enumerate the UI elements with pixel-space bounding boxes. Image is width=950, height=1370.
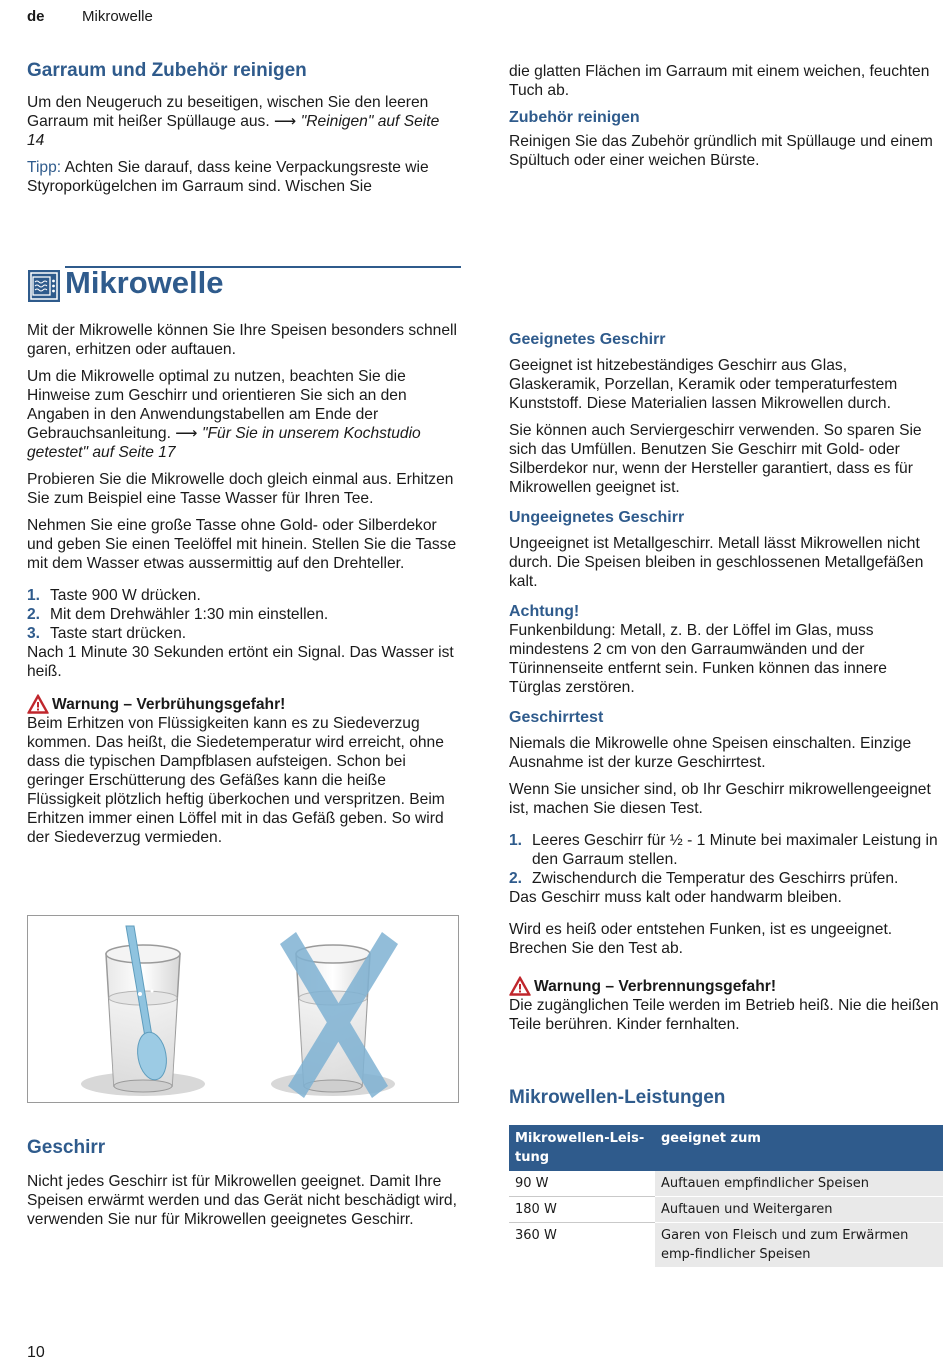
accessory-text: Reinigen Sie das Zubehör gründlich mit Spüllauge und einem Spültuch oder einer weichen Bürste. xyxy=(509,133,933,169)
dishes-text: Nicht jedes Geschirr ist für Mikrowellen geeignet. Damit Ihre Speisen erwärmt werden und das Gerät nicht beschädigt wird, verwenden Sie nur für Mikrowellen geeignetes Geschirr. xyxy=(27,1173,457,1228)
power-cell: 90 W xyxy=(509,1171,655,1197)
accessory-title: Zubehör reinigen xyxy=(509,109,640,126)
spoon-in-glass-figure xyxy=(27,915,459,1103)
tip-paragraph: Tipp: Achten Sie darauf, dass keine Verpackungsreste wie Styroporkügelchen im Garraum sind. Wischen Sie xyxy=(27,159,429,195)
tip-continued: die glatten Flächen im Garraum mit einem weichen, feuchten Tuch ab. xyxy=(509,63,930,99)
unsuitable-text: Ungeeignet ist Metallgeschirr. Metall lässt Mikrowellen nicht durch. Die Speisen bleiben in geschlossenen Metallgefäßen kalt. xyxy=(509,535,924,590)
power-table xyxy=(509,1125,943,1268)
warning-burn-title: Warnung – Verbrennungsgefahr! xyxy=(509,976,941,996)
list-item: 1. Leeres Geschirr für ½ - 1 Minute bei maximaler Leistung in den Garraum stellen. xyxy=(509,832,938,868)
unsuitable-title: Ungeeignetes Geschirr xyxy=(509,509,685,526)
dish-test-intro: Niemals die Mikrowelle ohne Speisen einschalten. Einzige Ausnahme ist der kurze Geschirrtest. xyxy=(509,735,912,771)
warning-triangle-icon xyxy=(27,694,49,714)
microwave-intro: Mit der Mikrowelle können Sie Ihre Speisen besonders schnell garen, erhitzen oder auftauen. xyxy=(27,322,457,358)
warning-triangle-icon xyxy=(509,976,531,996)
attention-title: Achtung! xyxy=(509,603,580,620)
microwave-cup: Nehmen Sie eine große Tasse ohne Gold- oder Silberdekor und geben Sie einen Teelöffel mit hinein. Stellen Sie die Tasse mit dem Wasser etwas aussermittig auf den Drehteller. xyxy=(27,517,457,572)
header-language: de xyxy=(27,8,45,25)
warning-burn-text: Die zugänglichen Teile werden im Betrieb heiß. Nie die heißen Teile berühren. Kinder fernhalten. xyxy=(509,997,939,1033)
cleaning-continued-section xyxy=(509,62,941,170)
header-title: Mikrowelle xyxy=(82,8,153,25)
use-cell: Garen von Fleisch und zum Erwärmen emp-findlicher Speisen xyxy=(655,1223,943,1268)
cleaning-title: Garraum und Zubehör reinigen xyxy=(27,60,307,81)
list-item: 2. Zwischendurch die Temperatur des Geschirrs prüfen. xyxy=(509,870,899,887)
table-row xyxy=(509,1171,943,1197)
attention-text: Funkenbildung: Metall, z. B. der Löffel im Glas, muss mindestens 2 cm von den Garraumwänden und der Türinnenseite entfernt sein. Funken können das innere Türglas zerstören. xyxy=(509,622,887,696)
power-table-title: Mikrowellen-Leistungen xyxy=(509,1087,726,1108)
power-cell: 180 W xyxy=(509,1197,655,1223)
power-cell: 360 W xyxy=(509,1223,655,1268)
table-header-use: geeignet zum xyxy=(655,1125,943,1171)
dish-test-result: Wird es heiß oder entstehen Funken, ist es ungeeignet. Brechen Sie den Test ab. xyxy=(509,921,893,957)
dishes-details xyxy=(509,331,941,1034)
suitable-title: Geeignetes Geschirr xyxy=(509,331,666,348)
microwave-icon xyxy=(27,269,61,303)
table-header-power: Mikrowellen-Leis-tung xyxy=(509,1125,655,1171)
microwave-title: Mikrowelle xyxy=(65,265,224,300)
microwave-try: Probieren Sie die Mikrowelle doch gleich einmal aus. Erhitzen Sie zum Beispiel eine Tasse Wasser für Ihren Tee. xyxy=(27,471,454,507)
kochstudio-reference-link[interactable]: "Für Sie in unserem Kochstudio getestet" auf Seite 17 xyxy=(27,425,421,461)
illustration xyxy=(28,916,459,1103)
after-steps: Nach 1 Minute 30 Sekunden ertönt ein Signal. Das Wasser ist heiß. xyxy=(27,644,454,680)
list-item: 1. Taste 900 W drücken. xyxy=(27,587,201,604)
tip-label: Tipp: xyxy=(27,159,62,176)
list-item: 2. Mit dem Drehwähler 1:30 min einstellen. xyxy=(27,606,329,623)
use-cell: Auftauen und Weitergaren xyxy=(655,1197,943,1223)
warning-scald-title: Warnung – Verbrühungsgefahr! xyxy=(27,694,459,714)
dishes-title: Geschirr xyxy=(27,1137,106,1158)
cleaning-section xyxy=(27,60,459,196)
glass-with-spoon xyxy=(106,926,180,1092)
dish-test-title: Geschirrtest xyxy=(509,709,604,726)
arrow-right-icon: ⟶ xyxy=(274,113,297,130)
table-header-row xyxy=(509,1125,943,1171)
table-row xyxy=(509,1223,943,1268)
use-cell: Auftauen empfindlicher Speisen xyxy=(655,1171,943,1197)
microwave-section xyxy=(27,321,459,847)
serving-dishes-text: Sie können auch Serviergeschirr verwenden. So sparen Sie sich das Umfüllen. Benutzen Sie Geschirr mit Gold- oder Silberdekor nur, wenn der Hersteller garantiert, dass es für Mikrowellen geeignet ist. xyxy=(509,422,922,496)
table-row xyxy=(509,1197,943,1223)
dish-test-after: Das Geschirr muss kalt oder handwarm bleiben. xyxy=(509,889,842,906)
warning-scald-text: Beim Erhitzen von Flüssigkeiten kann es zu Siedeverzug kommen. Das heißt, die Siedetemperatur wird erreicht, ohne dass die typischen Dampfblasen aufsteigen. Schon bei geringer Erschütterung des Gefäßes kann die heiße Flüssigkeit plötzlich heftig überkochen und verspritzen. Beim Erhitzen immer einen Löffel mit in das Gefäß geben. So wird der Siedeverzug vermieden. xyxy=(27,715,445,846)
dishes-section xyxy=(27,1137,459,1229)
page-number: 10 xyxy=(27,1344,45,1361)
list-item: 3. Taste start drücken. xyxy=(27,625,187,642)
dish-test-unsure: Wenn Sie unsicher sind, ob Ihr Geschirr mikrowellengeeignet ist, machen Sie diesen Test. xyxy=(509,781,931,817)
cleaning-reference-link[interactable]: "Reinigen" auf Seite 14 xyxy=(27,113,440,149)
cleaning-paragraph: Um den Neugeruch zu beseitigen, wischen Sie den leeren Garraum mit heißer Spüllauge aus. ⟶ "Reinigen" auf Seite 14 xyxy=(27,94,440,149)
dish-test-steps xyxy=(509,831,941,888)
microwave-hint: Um die Mikrowelle optimal zu nutzen, beachten Sie die Hinweise zum Geschirr und orientieren Sie sich an den Angaben in den Anwendungstabellen am Ende der Gebrauchsanleitung. ⟶ "Für Sie in unserem Kochstudio getestet" auf Seite 17 xyxy=(27,368,421,461)
arrow-right-icon: ⟶ xyxy=(175,425,198,442)
microwave-steps xyxy=(27,586,459,643)
power-section xyxy=(509,1087,943,1268)
suitable-text: Geeignet ist hitzebeständiges Geschirr aus Glas, Glaskeramik, Porzellan, Keramik oder temperaturfestem Kunststoff. Diese Materialien lassen Mikrowellen durch. xyxy=(509,357,898,412)
